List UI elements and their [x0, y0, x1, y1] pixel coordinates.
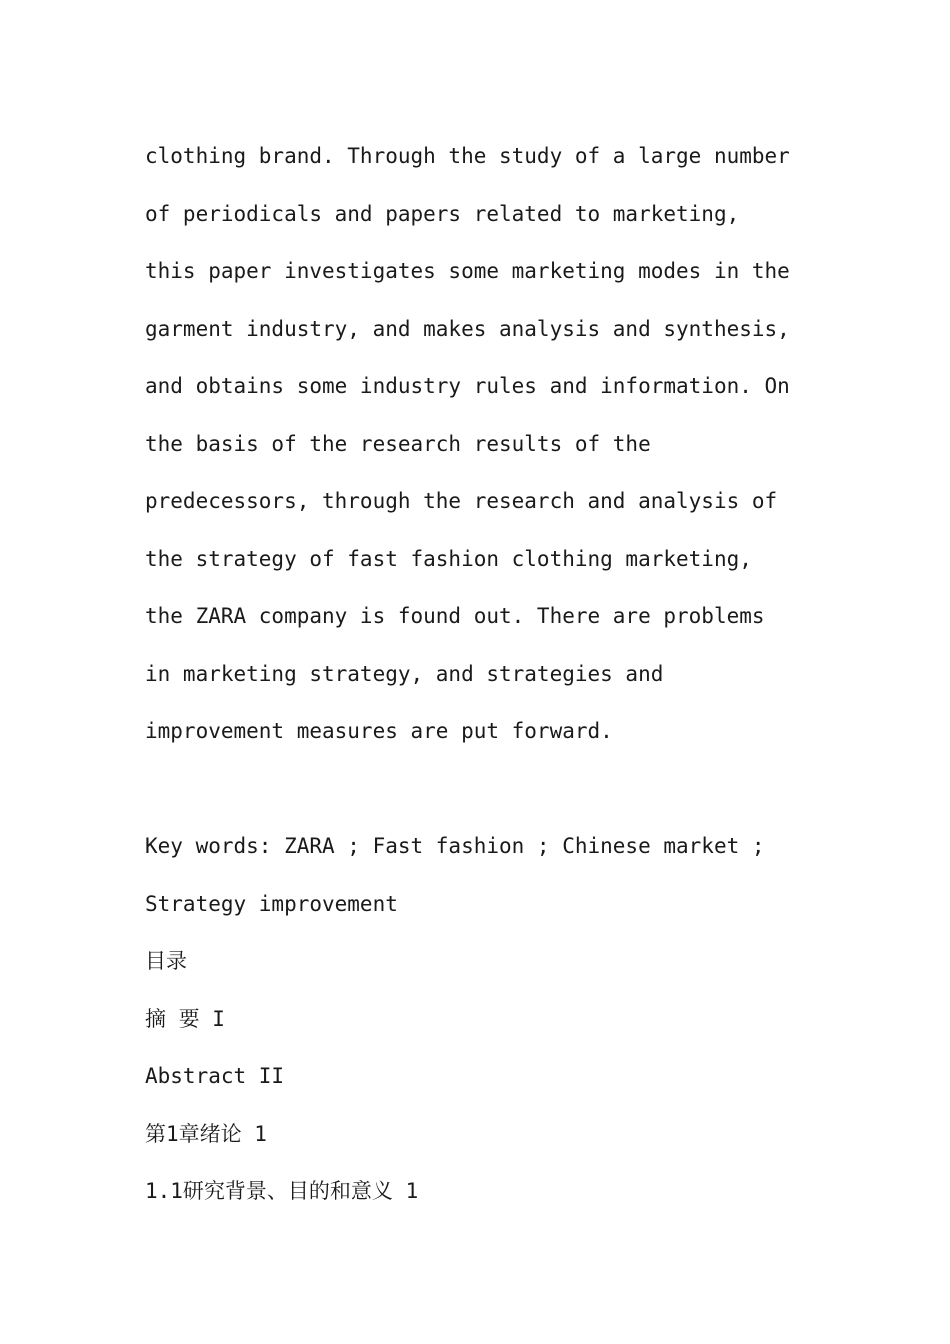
abstract-line: garment industry, and makes analysis and synthesis, [145, 316, 790, 341]
abstract-line: the basis of the research results of the [145, 431, 651, 456]
toc-title: 目录 [145, 949, 187, 973]
abstract-line: predecessors, through the research and analysis of [145, 489, 778, 513]
abstract-line: the strategy of fast fashion clothing marketing, [145, 546, 752, 571]
toc-entry[interactable]: Abstract II [145, 1064, 285, 1088]
abstract-line: clothing brand. Through the study of a large number [145, 144, 790, 168]
paragraph-spacer [145, 761, 825, 819]
abstract-line: the ZARA company is found out. There are problems [145, 604, 765, 628]
toc-entry[interactable]: 1.1研究背景、目的和意义 1 [145, 1179, 419, 1203]
abstract-line: this paper investigates some marketing modes in the [145, 259, 790, 283]
abstract-line: and obtains some industry rules and information. On [145, 374, 790, 398]
toc-entry[interactable]: 摘 要 I [145, 1006, 225, 1031]
abstract-line: improvement measures are put forward. [145, 719, 613, 743]
abstract-line: in marketing strategy, and strategies and [145, 661, 664, 686]
toc-entry[interactable]: 第1章绪论 1 [145, 1121, 267, 1146]
keywords-line: Key words: ZARA ; Fast fashion ; Chinese market ; [145, 834, 765, 858]
abstract-line: of periodicals and papers related to marketing, [145, 201, 740, 226]
table-of-contents [145, 933, 825, 1221]
abstract-body [145, 128, 825, 761]
keywords-block [145, 818, 825, 933]
keywords-line: Strategy improvement [145, 891, 398, 916]
page-content [145, 128, 825, 1221]
